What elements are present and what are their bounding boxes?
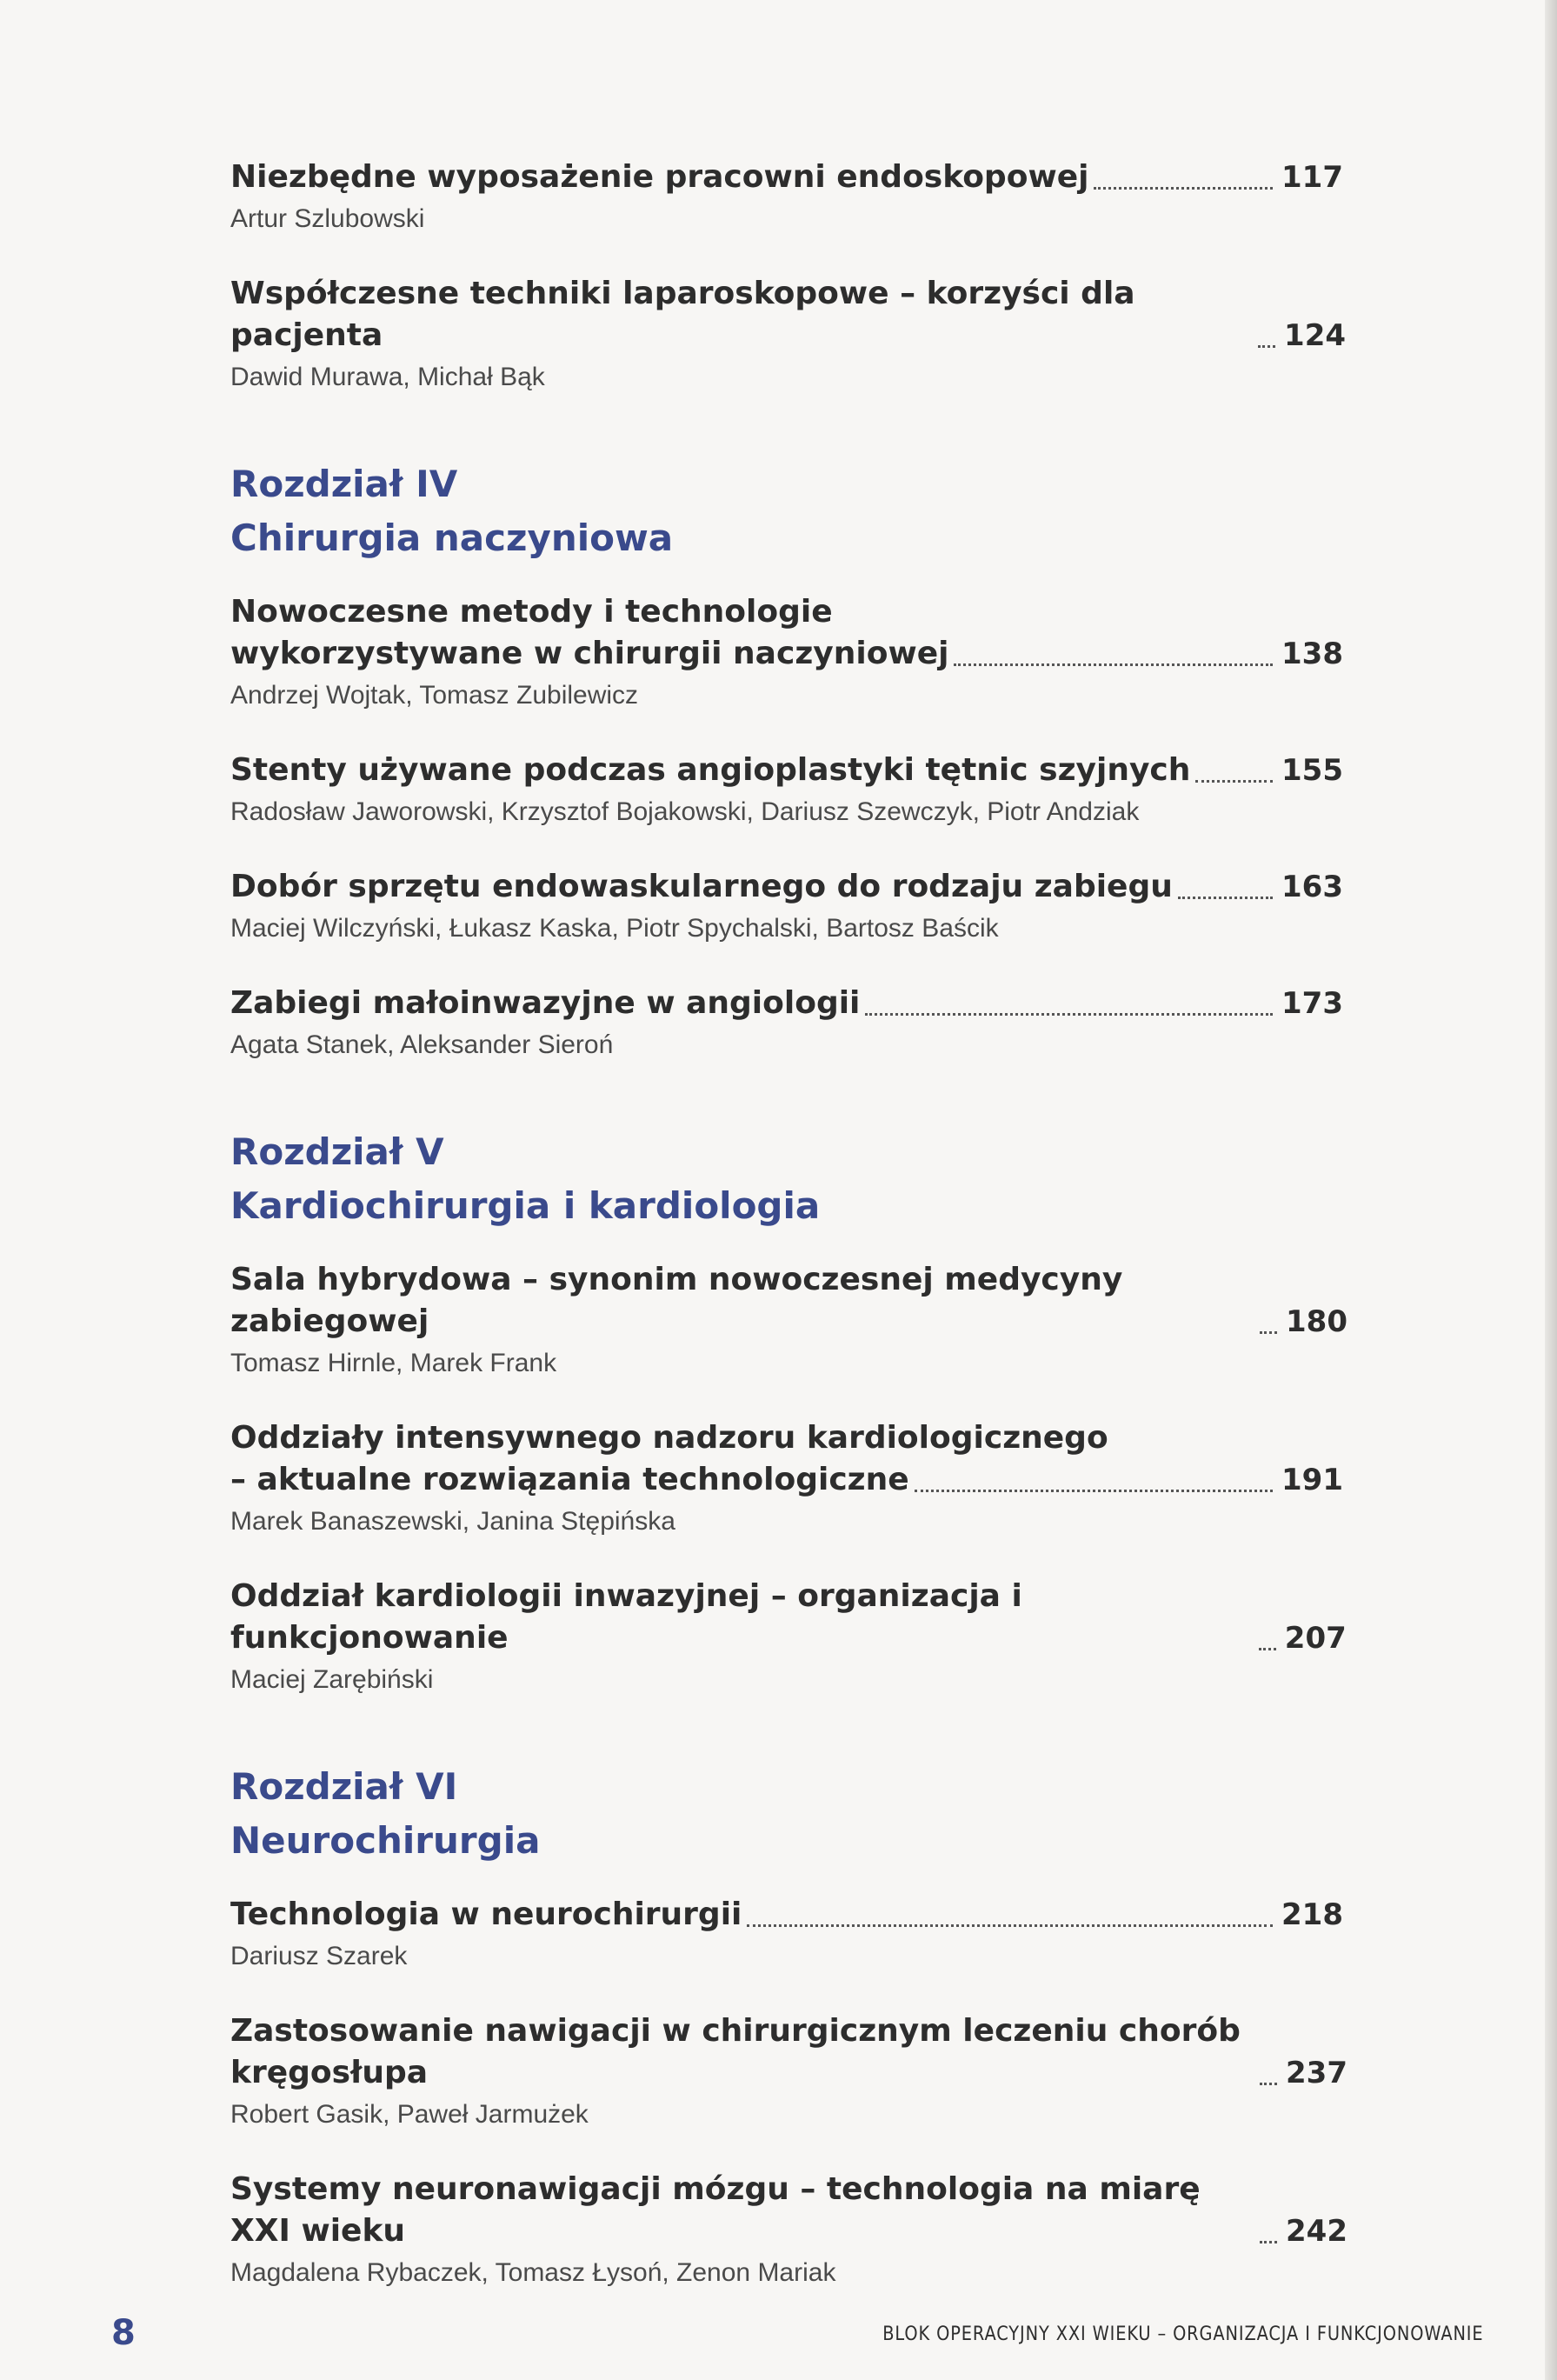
dot-leader <box>1178 897 1273 899</box>
chapter-number: Rozdział IV <box>230 463 458 505</box>
entry-authors: Dawid Murawa, Michał Bąk <box>230 363 545 391</box>
entry-page-number: 191 <box>1281 1463 1343 1497</box>
entry-title-row <box>230 1459 1343 1501</box>
entry-title: Stenty używane podczas angioplastyki tętnic szyjnych <box>230 752 1191 788</box>
chapter-heading <box>230 1125 1343 1233</box>
entry-title-row <box>230 750 1343 791</box>
dot-leader <box>1260 1331 1277 1334</box>
entry-title: Współczesne techniki laparoskopowe – korzyści dla pacjenta <box>230 276 1135 353</box>
entry-authors: Andrzej Wojtak, Tomasz Zubilewicz <box>230 681 639 710</box>
entry-title-row <box>230 157 1343 198</box>
entry-title-line: Nowoczesne metody i technologie <box>230 594 833 630</box>
toc-entry[interactable] <box>230 1576 1347 1699</box>
entry-title: wykorzystywane w chirurgii naczyniowej <box>230 636 949 671</box>
toc-entry[interactable] <box>230 1894 1343 1976</box>
entry-page-number: 237 <box>1286 2056 1347 2090</box>
entry-title: Zabiegi małoinwazyjne w angiologii <box>230 985 861 1021</box>
footer-page-number: 8 <box>111 2313 136 2353</box>
entry-page-number: 180 <box>1286 1304 1347 1339</box>
entry-authors: Radosław Jaworowski, Krzysztof Bojakowski, Dariusz Szewczyk, Piotr Andziak <box>230 797 1140 826</box>
entry-title-line: Oddziały intensywnego nadzoru kardiologicznego <box>230 1420 1108 1456</box>
entry-title-row <box>230 1576 1347 1659</box>
entry-page-number: 138 <box>1281 637 1343 671</box>
entry-title-row <box>230 273 1347 357</box>
entry-title: Sala hybrydowa – synonim nowoczesnej medycyny zabiegowej <box>230 1262 1123 1339</box>
entry-authors: Tomasz Hirnle, Marek Frank <box>230 1349 557 1377</box>
toc-entry[interactable] <box>230 591 1343 715</box>
dot-leader <box>1094 187 1273 190</box>
entry-title: Technologia w neurochirurgii <box>230 1897 742 1932</box>
dot-leader <box>1260 2083 1277 2085</box>
entry-authors: Maciej Wilczyński, Łukasz Kaska, Piotr Spychalski, Bartosz Baścik <box>230 914 999 943</box>
entry-page-number: 218 <box>1281 1897 1343 1932</box>
entry-page-number: 124 <box>1284 318 1347 353</box>
entry-authors: Dariusz Szarek <box>230 1942 408 1970</box>
entry-authors: Marek Banaszewski, Janina Stępińska <box>230 1507 675 1536</box>
entry-page-number: 155 <box>1281 753 1343 788</box>
toc-entry[interactable] <box>230 1417 1343 1541</box>
entry-authors: Artur Szlubowski <box>230 204 425 233</box>
entry-title: – aktualne rozwiązania technologiczne <box>230 1462 909 1497</box>
entry-title: Oddział kardiologii inwazyjnej – organizacja i funkcjonowanie <box>230 1578 1022 1656</box>
entry-title: Dobór sprzętu endowaskularnego do rodzaju zabiegu <box>230 869 1173 904</box>
entry-authors: Maciej Zarębiński <box>230 1665 434 1694</box>
dot-leader <box>954 663 1273 666</box>
dot-leader <box>865 1013 1273 1016</box>
entry-title-row <box>230 983 1343 1024</box>
toc-entry[interactable] <box>230 750 1343 831</box>
entry-title: Niezbędne wyposażenie pracowni endoskopowej <box>230 159 1089 195</box>
toc-entry[interactable] <box>230 273 1347 397</box>
toc-entry[interactable] <box>230 983 1343 1064</box>
entry-title-row <box>230 1259 1347 1343</box>
entry-authors: Robert Gasik, Paweł Jarmużek <box>230 2100 589 2129</box>
entry-page-number: 207 <box>1284 1621 1347 1656</box>
entry-page-number: 117 <box>1281 160 1343 195</box>
toc-entry[interactable] <box>230 2010 1347 2134</box>
entry-page-number: 173 <box>1281 986 1343 1021</box>
dot-leader <box>747 1924 1273 1927</box>
entry-authors: Magdalena Rybaczek, Tomasz Łysoń, Zenon Mariak <box>230 2258 836 2287</box>
entry-title: Zastosowanie nawigacji w chirurgicznym leczeniu chorób kręgosłupa <box>230 2013 1241 2090</box>
entry-title-row <box>230 1894 1343 1936</box>
chapter-heading <box>230 1760 1343 1868</box>
chapter-title: Kardiochirurgia i kardiologia <box>230 1184 821 1227</box>
entry-title-row <box>230 866 1343 908</box>
toc-entry[interactable] <box>230 1259 1347 1383</box>
entry-title-row <box>230 2010 1347 2094</box>
entry-title-row <box>230 2169 1347 2252</box>
toc-entry[interactable] <box>230 2169 1347 2292</box>
chapter-number: Rozdział V <box>230 1130 444 1173</box>
footer-book-title: BLOK OPERACYJNY XXI WIEKU – ORGANIZACJA I FUNKCJONOWANIE <box>882 2323 1484 2345</box>
chapter-title: Chirurgia naczyniowa <box>230 517 674 559</box>
entry-title-row <box>230 633 1343 675</box>
entry-page-number: 242 <box>1286 2214 1347 2249</box>
toc-entry[interactable] <box>230 157 1343 238</box>
entry-page-number: 163 <box>1281 870 1343 904</box>
entry-authors: Agata Stanek, Aleksander Sieroń <box>230 1030 614 1059</box>
chapter-number: Rozdział VI <box>230 1765 458 1808</box>
dot-leader <box>915 1490 1273 1492</box>
entry-title: Systemy neuronawigacji mózgu – technologia na miarę XXI wieku <box>230 2171 1201 2249</box>
dot-leader <box>1259 1648 1276 1650</box>
chapter-heading <box>230 457 1343 565</box>
toc-entry[interactable] <box>230 866 1343 948</box>
dot-leader <box>1258 345 1275 348</box>
table-of-contents <box>230 157 1347 2327</box>
chapter-title: Neurochirurgia <box>230 1819 541 1862</box>
dot-leader <box>1260 2241 1277 2243</box>
dot-leader <box>1195 780 1273 783</box>
page-edge <box>1545 0 1557 2380</box>
